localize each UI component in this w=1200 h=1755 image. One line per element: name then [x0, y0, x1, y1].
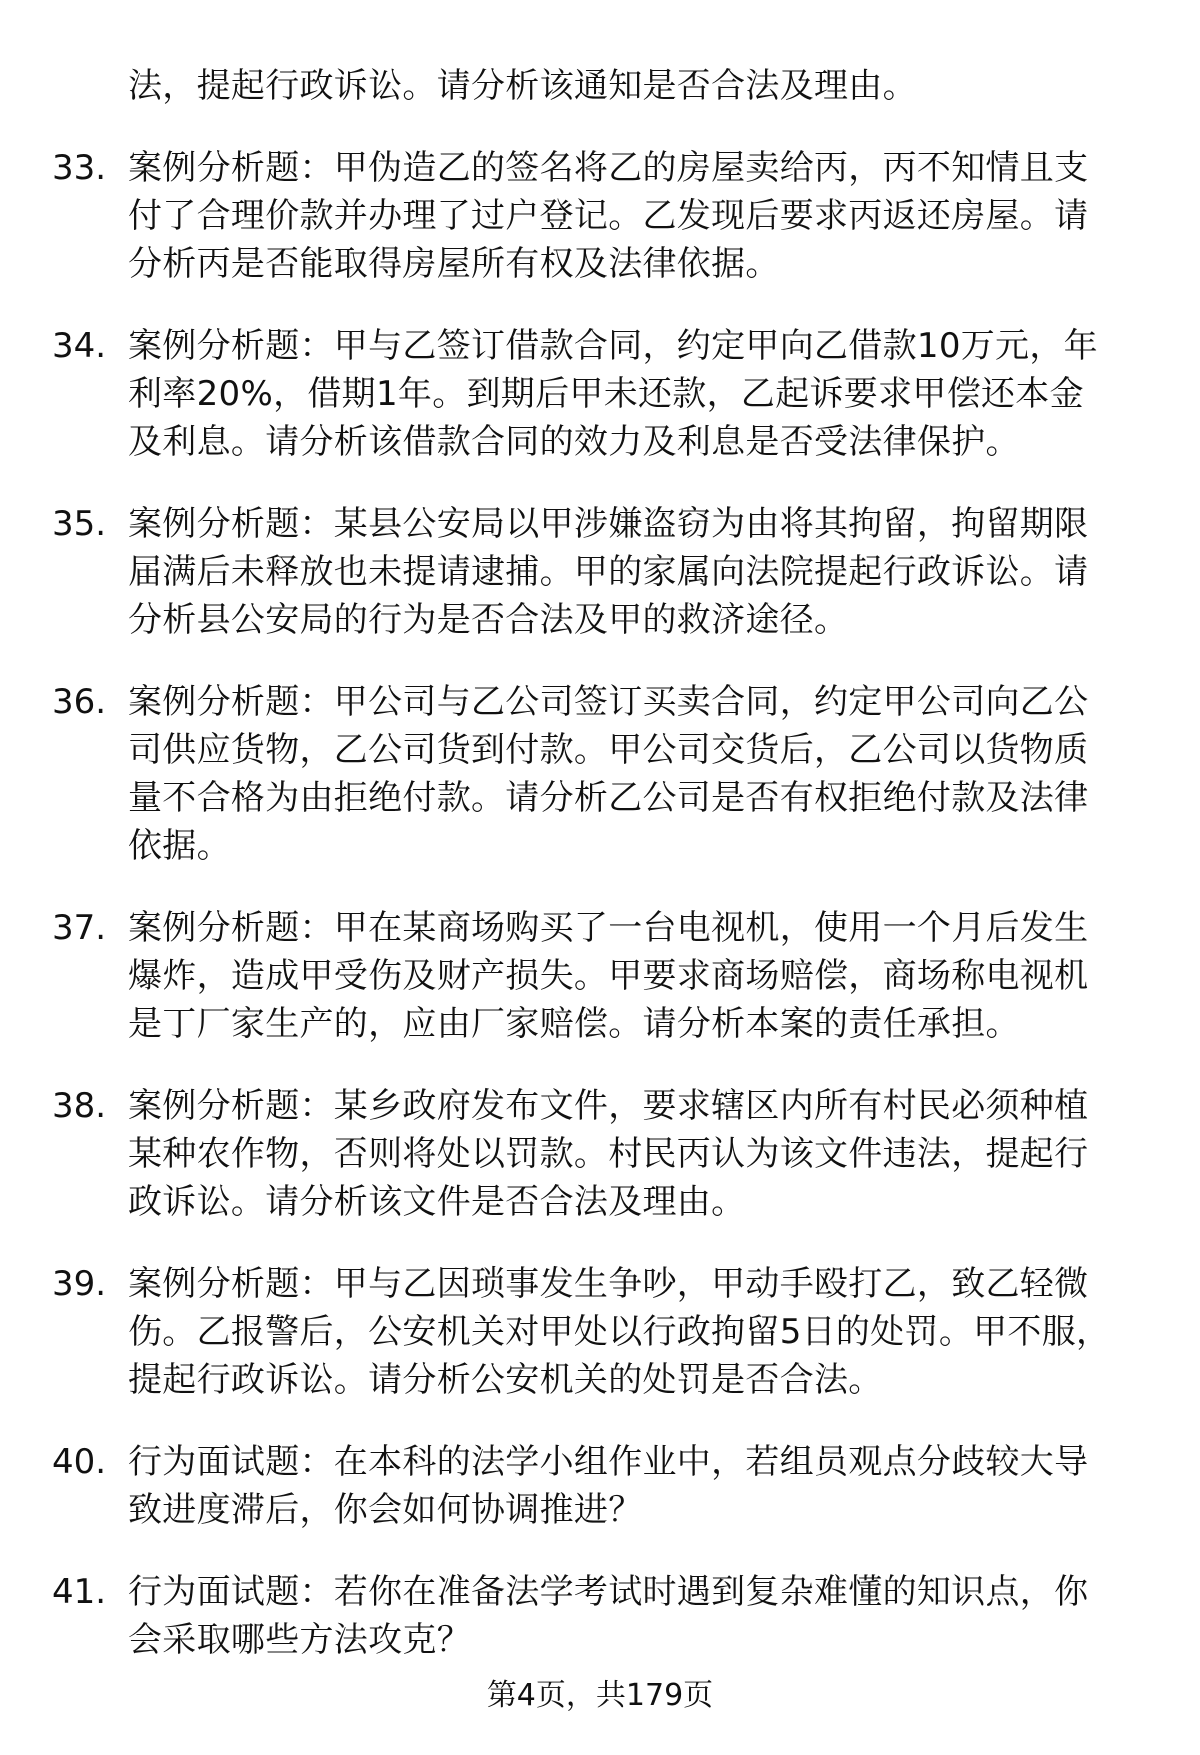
text-line: 法，提起行政诉讼。请分析该通知是否合法及理由。: [128, 66, 917, 106]
question-number: 37.: [52, 908, 107, 948]
question-text-line: 及利息。请分析该借款合同的效力及利息是否受法律保护。: [128, 422, 1020, 462]
question-item: [0, 322, 1200, 466]
question-text-line: 致进度滞后，你会如何协调推进？: [128, 1490, 643, 1530]
question-text-line: 政诉讼。请分析该文件是否合法及理由。: [128, 1182, 746, 1222]
question-text-line: 利率20%，借期1年。到期后甲未还款，乙起诉要求甲偿还本金: [128, 374, 1084, 414]
question-text-line: 案例分析题：某乡政府发布文件，要求辖区内所有村民必须种植: [128, 1086, 1089, 1126]
question-text-line: 案例分析题：甲与乙签订借款合同，约定甲向乙借款10万元，年: [128, 326, 1098, 366]
question-text-line: 量不合格为由拒绝付款。请分析乙公司是否有权拒绝付款及法律: [128, 778, 1089, 818]
question-text-line: 行为面试题：若你在准备法学考试时遇到复杂难懂的知识点，你: [128, 1572, 1089, 1612]
question-text-line: 案例分析题：甲与乙因琐事发生争吵，甲动手殴打乙，致乙轻微: [128, 1264, 1089, 1304]
question-text-line: 司供应货物，乙公司货到付款。甲公司交货后，乙公司以货物质: [128, 730, 1089, 770]
question-item: [0, 678, 1200, 870]
question-text-line: 是丁厂家生产的，应由厂家赔偿。请分析本案的责任承担。: [128, 1004, 1020, 1044]
question-number: 34.: [52, 326, 107, 366]
question-text-line: 案例分析题：甲伪造乙的签名将乙的房屋卖给丙，丙不知情且支: [128, 148, 1089, 188]
question-text-line: 伤。乙报警后，公安机关对甲处以行政拘留5日的处罚。甲不服，: [128, 1312, 1111, 1352]
question-text-line: 案例分析题：甲公司与乙公司签订买卖合同，约定甲公司向乙公: [128, 682, 1089, 722]
question-text-line: 某种农作物，否则将处以罚款。村民丙认为该文件违法，提起行: [128, 1134, 1089, 1174]
continued-paragraph: [0, 62, 1200, 110]
question-number: 41.: [52, 1572, 107, 1612]
question-item: [0, 500, 1200, 644]
question-text-line: 爆炸，造成甲受伤及财产损失。甲要求商场赔偿，商场称电视机: [128, 956, 1089, 996]
question-number: 39.: [52, 1264, 107, 1304]
question-text-line: 分析县公安局的行为是否合法及甲的救济途径。: [128, 600, 849, 640]
question-number: 36.: [52, 682, 107, 722]
question-text-line: 案例分析题：某县公安局以甲涉嫌盗窃为由将其拘留，拘留期限: [128, 504, 1089, 544]
question-number: 40.: [52, 1442, 107, 1482]
question-text-line: 行为面试题：在本科的法学小组作业中，若组员观点分歧较大导: [128, 1442, 1089, 1482]
question-text-line: 依据。: [128, 826, 231, 866]
question-item: [0, 904, 1200, 1048]
question-text-line: 付了合理价款并办理了过户登记。乙发现后要求丙返还房屋。请: [128, 196, 1089, 236]
question-item: [0, 144, 1200, 288]
question-item: [0, 1438, 1200, 1534]
question-text-line: 分析丙是否能取得房屋所有权及法律依据。: [128, 244, 780, 284]
page-footer: 第4页，共179页: [486, 1678, 714, 1713]
question-item: [0, 1260, 1200, 1404]
question-item: [0, 1082, 1200, 1226]
document-page: [0, 62, 1200, 1698]
question-text-line: 案例分析题：甲在某商场购买了一台电视机，使用一个月后发生: [128, 908, 1089, 948]
question-text-line: 届满后未释放也未提请逮捕。甲的家属向法院提起行政诉讼。请: [128, 552, 1089, 592]
question-number: 33.: [52, 148, 107, 188]
question-number: 38.: [52, 1086, 107, 1126]
question-text-line: 提起行政诉讼。请分析公安机关的处罚是否合法。: [128, 1360, 883, 1400]
question-text-line: 会采取哪些方法攻克？: [128, 1620, 471, 1660]
question-item: [0, 1568, 1200, 1664]
question-number: 35.: [52, 504, 107, 544]
